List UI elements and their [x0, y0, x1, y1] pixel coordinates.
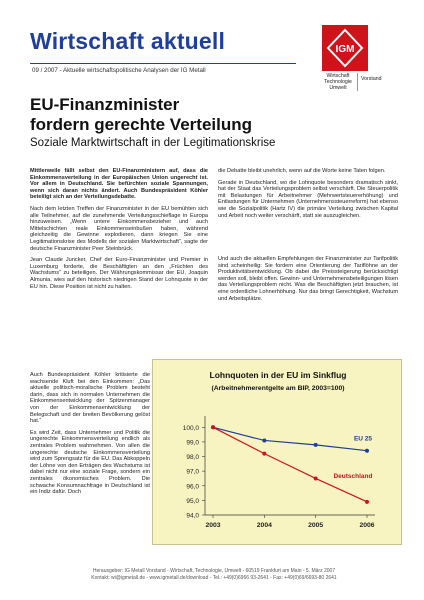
wage-share-chart — [152, 359, 402, 545]
masthead-subtitle: 09 / 2007 - Aktuelle wirtschaftspolitische Analysen der IG Metall — [32, 67, 206, 74]
logo-tagline-line: Umwelt — [329, 85, 347, 92]
logo-divider — [357, 73, 358, 91]
data-point — [314, 476, 318, 480]
body-paragraph: Gerade in Deutschland, wo die Lohnquote besonders dramatisch sinkt, hat der Staat das Verteilungsproblem selbst verschärft. Die Steuerpolitik mit Belastungen für Arbeitnehmer (Mehrwertsteuererhöhung) und Entlastungen für Unternehmen (Unternehmenssteuerreform) hat ebenso wie die Sozialpolitik (Hartz IV) die primäre Verteilung zwischen Kapital und Arbeit noch weiter verschärft, statt sie auszugleichen. — [218, 179, 398, 219]
data-point — [365, 449, 369, 453]
x-tick-label: 2006 — [359, 522, 375, 529]
data-point — [365, 500, 369, 504]
y-tick-label: 100,0 — [182, 424, 199, 432]
ig-metall-logo-icon — [322, 25, 368, 71]
series-line — [213, 427, 367, 502]
y-tick-label: 95,0 — [186, 497, 199, 505]
article-headline — [30, 95, 252, 135]
headline-line: fordern gerechte Verteilung — [30, 115, 252, 134]
masthead-divider — [30, 63, 296, 64]
logo-tagline-vorstand: Vorstand — [361, 76, 382, 82]
x-tick-label: 2004 — [256, 522, 272, 529]
page-footer — [30, 568, 398, 582]
chart-canvas — [153, 360, 403, 546]
article-column-right-top — [218, 168, 398, 258]
body-paragraph: Auch Bundespräsident Köhler kritisierte die wachsende Kluft bei den Einkommen: „Das aktuelle politisch-moralische Problem besteht darin, dass sich in normalen Unternehmen die Einkommensentwicklung der Spitzenmanager von der Einkommensentwicklung der Belegschaft und der breiten Bevölkerung gelöst hat.“ — [30, 372, 150, 425]
logo-tagline-line: Wirtschaft — [326, 73, 350, 79]
lead-paragraph: Mittlerweile fällt selbst den EU-Finanzministern auf, dass die Einkommensverteilung in der Europäischen Union ungerecht ist. Vor allem in Deutschland. Sie befürchten soziale Spannungen, wenn sich daran nichts ändert. Auch Bundespräsident Köhler beteiligt sich an der Verteilungsdebatte. — [30, 168, 208, 201]
chart-series — [211, 425, 373, 504]
x-tick-label: 2005 — [308, 522, 324, 529]
data-point — [262, 452, 266, 456]
body-paragraph: Jean Claude Juncker, Chef der Euro-Finanzminister und Premier in Luxemburg forderte, die Beschäftigten an den „Früchten des Wachstums“ zu beteiligen. Der Währungskommissar der EU, Joaquin Almunia, wies auf den historisch niedrigen Stand der Lohnquote in der EU hin. Diese Position ist nicht zu halten. — [30, 257, 208, 290]
article-column-right-bottom — [218, 256, 398, 336]
series-label: EU 25 — [353, 435, 373, 443]
chart-subtitle: (Arbeitnehmerentgelte am BIP, 2003=100) — [211, 385, 345, 392]
x-tick-label: 2003 — [205, 522, 221, 529]
body-paragraph: Und auch die aktuellen Empfehlungen der Finanzminister zur Tarifpolitik sind scheinheilig: Sie fordern eine Orientierung der Tariflöhne an der Produktivitätsentwicklung. Ob dabei die Preissteigerung berücksichtigt werden soll, bleibt offen. Gewinn- und Unternehmensbeteiligungen lösen das Verteilungsproblem nicht. Was die Beschäftigten jetzt brauchen, ist eine ordentliche Lohnerhöhung. Nur das bringt Gerechtigkeit, Wachstum und Arbeitsplätze. — [218, 256, 398, 302]
body-paragraph: Nach dem letzten Treffen der Finanzminister in der EU bemühten sich alle Teilnehmer, auf die zunehmende Verteilungsschieflage in Europa hinzuweisen. „Wenn untere Einkommensbezieher und auch Mittelschichten reale Einkommenseinbußen haben, während gleichzeitig die Gewinne explodieren, dann kriegen Sie eine Legitimationskrise des Modells der sozialen Marktwirtschaft“, sagte der deutsche Finanzminister Peer Steinbrück. — [30, 205, 208, 252]
body-paragraph: die Debatte bleibt unehrlich, wenn auf die Worte keine Taten folgen. — [218, 168, 386, 174]
article-column-left-top — [30, 168, 208, 368]
y-tick-label: 97,0 — [186, 468, 199, 476]
y-tick-label: 96,0 — [186, 483, 199, 491]
y-tick-label: 99,0 — [186, 439, 199, 447]
chart-title: Lohnquoten in der EU im Sinkflug — [209, 370, 347, 380]
footer-publisher: Herausgeber: IG Metall Vorstand - Wirtschaft, Technologie, Umwelt - 60519 Frankfurt am Main - 5. März 2007 — [92, 568, 336, 574]
series-label: Deutschland — [333, 472, 373, 480]
y-tick-label: 94,0 — [186, 512, 199, 520]
data-point — [314, 443, 318, 447]
data-point — [211, 425, 215, 429]
data-point — [262, 438, 266, 442]
logo-tagline-line: Technologie — [324, 79, 352, 86]
svg-text:IGM: IGM — [335, 44, 355, 55]
footer-contact: Kontakt: wi@igmetall.de - www.igmetall.de/download - Tel.: +49(0)6966 93-2641 - Fax: +49(0)69/6693-80 2641 — [91, 575, 337, 581]
article-subheadline: Soziale Marktwirtschaft in der Legitimationskrise — [30, 137, 276, 149]
logo-tagline — [322, 73, 354, 92]
headline-line: EU-Finanzminister — [30, 95, 180, 114]
y-tick-label: 98,0 — [186, 454, 199, 462]
body-paragraph: Es wird Zeit, dass Unternehmer und Politik die ungerechte Einkommensverteilung endlich als zentrales Problem wahrnehmen. Von allen die ungerechte deutsche Einkommensverteilung wird zum Sprengsatz für die EU. Das Abkoppeln der Löhne von den Erträgen des Wachstums ist dabei nicht nur eine soziale Frage, sondern ein zentrales ökonomisches Problem. Die schwache Konsumnachfrage in Deutschland ist ein Indiz dafür. Doch — [30, 429, 150, 496]
masthead-title: Wirtschaft aktuell — [30, 28, 226, 54]
article-column-left-bottom — [30, 372, 150, 552]
